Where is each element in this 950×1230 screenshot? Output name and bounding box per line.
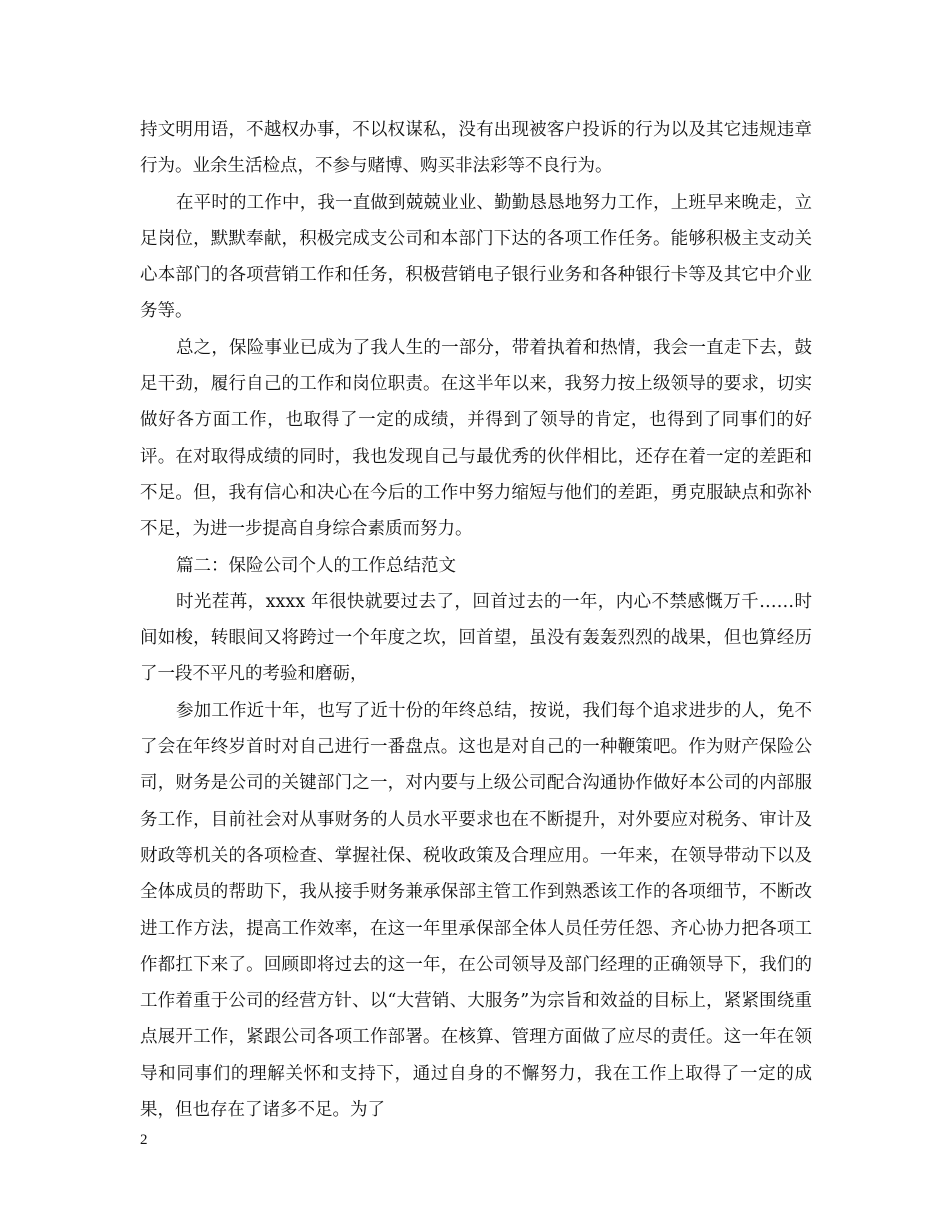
document-body [140,112,812,1128]
paragraph-2: 在平时的工作中，我一直做到兢兢业业、勤勤恳恳地努力工作，上班早来晚走，立足岗位，默默奉献，积极完成支公司和本部门下达的各项工作任务。能够积极主支动关心本部门的各项营销工作和任务，积极营销电子银行业务和各种银行卡等及其它中介业务等。 [140,192,812,322]
paragraph-1: 持文明用语，不越权办事，不以权谋私，没有出现被客户投诉的行为以及其它违规违章行为。业余生活检点，不参与赌博、购买非法彩等不良行为。 [140,120,812,177]
paragraph-5: 参加工作近十年，也写了近十份的年终总结，按说，我们每个追求进步的人，免不了会在年终岁首时对自己进行一番盘点。这也是对自己的一种鞭策吧。作为财产保险公司，财务是公司的关键部门之一，对内要与上级公司配合沟通协作做好本公司的内部服务工作，目前社会对从事财务的人员水平要求也在不断提升，对外要应对税务、审计及财政等机关的各项检查、掌握社保、税收政策及合理应用。一年来，在领导带动下以及全体成员的帮助下，我从接手财务兼承保部主管工作到熟悉该工作的各项细节，不断改进工作方法，提高工作效率，在这一年里承保部全体人员任劳任怨、齐心协力把各项工作都扛下来了。回顾即将过去的这一年，在公司领导及部门经理的正确领导下，我们的工作着重于公司的经营方针、以“大营销、大服务”为宗旨和效益的目标上，紧紧围绕重点展开工作，紧跟公司各项工作部署。在核算、管理方面做了应尽的责任。这一年在领导和同事们的理解关怀和支持下，通过自身的不懈努力，我在工作上取得了一定的成果，但也存在了诸多不足。为了 [140,700,812,1121]
page-number: 2 [140,1132,148,1148]
section-heading: 篇二：保险公司个人的工作总结范文 [176,555,456,576]
paragraph-3: 总之，保险事业已成为了我人生的一部分，带着执着和热情，我会一直走下去，鼓足干劲，履行自己的工作和岗位职责。在这半年以来，我努力按上级领导的要求，切实做好各方面工作，也取得了一定的成绩，并得到了领导的肯定，也得到了同事们的好评。在对取得成绩的同时，我也发现自己与最优秀的伙伴相比，还存在着一定的差距和不足。但，我有信心和决心在今后的工作中努力缩短与他们的差距，勇克服缺点和弥补不足，为进一步提高自身综合素质而努力。 [140,337,812,540]
paragraph-4: 时光茬苒，xxxx 年很快就要过去了，回首过去的一年，内心不禁感慨万千……时间如梭，转眼间又将跨过一个年度之坎，回首望，虽没有轰轰烈烈的战果，但也算经历了一段不平凡的考验和磨砺， [140,591,812,685]
